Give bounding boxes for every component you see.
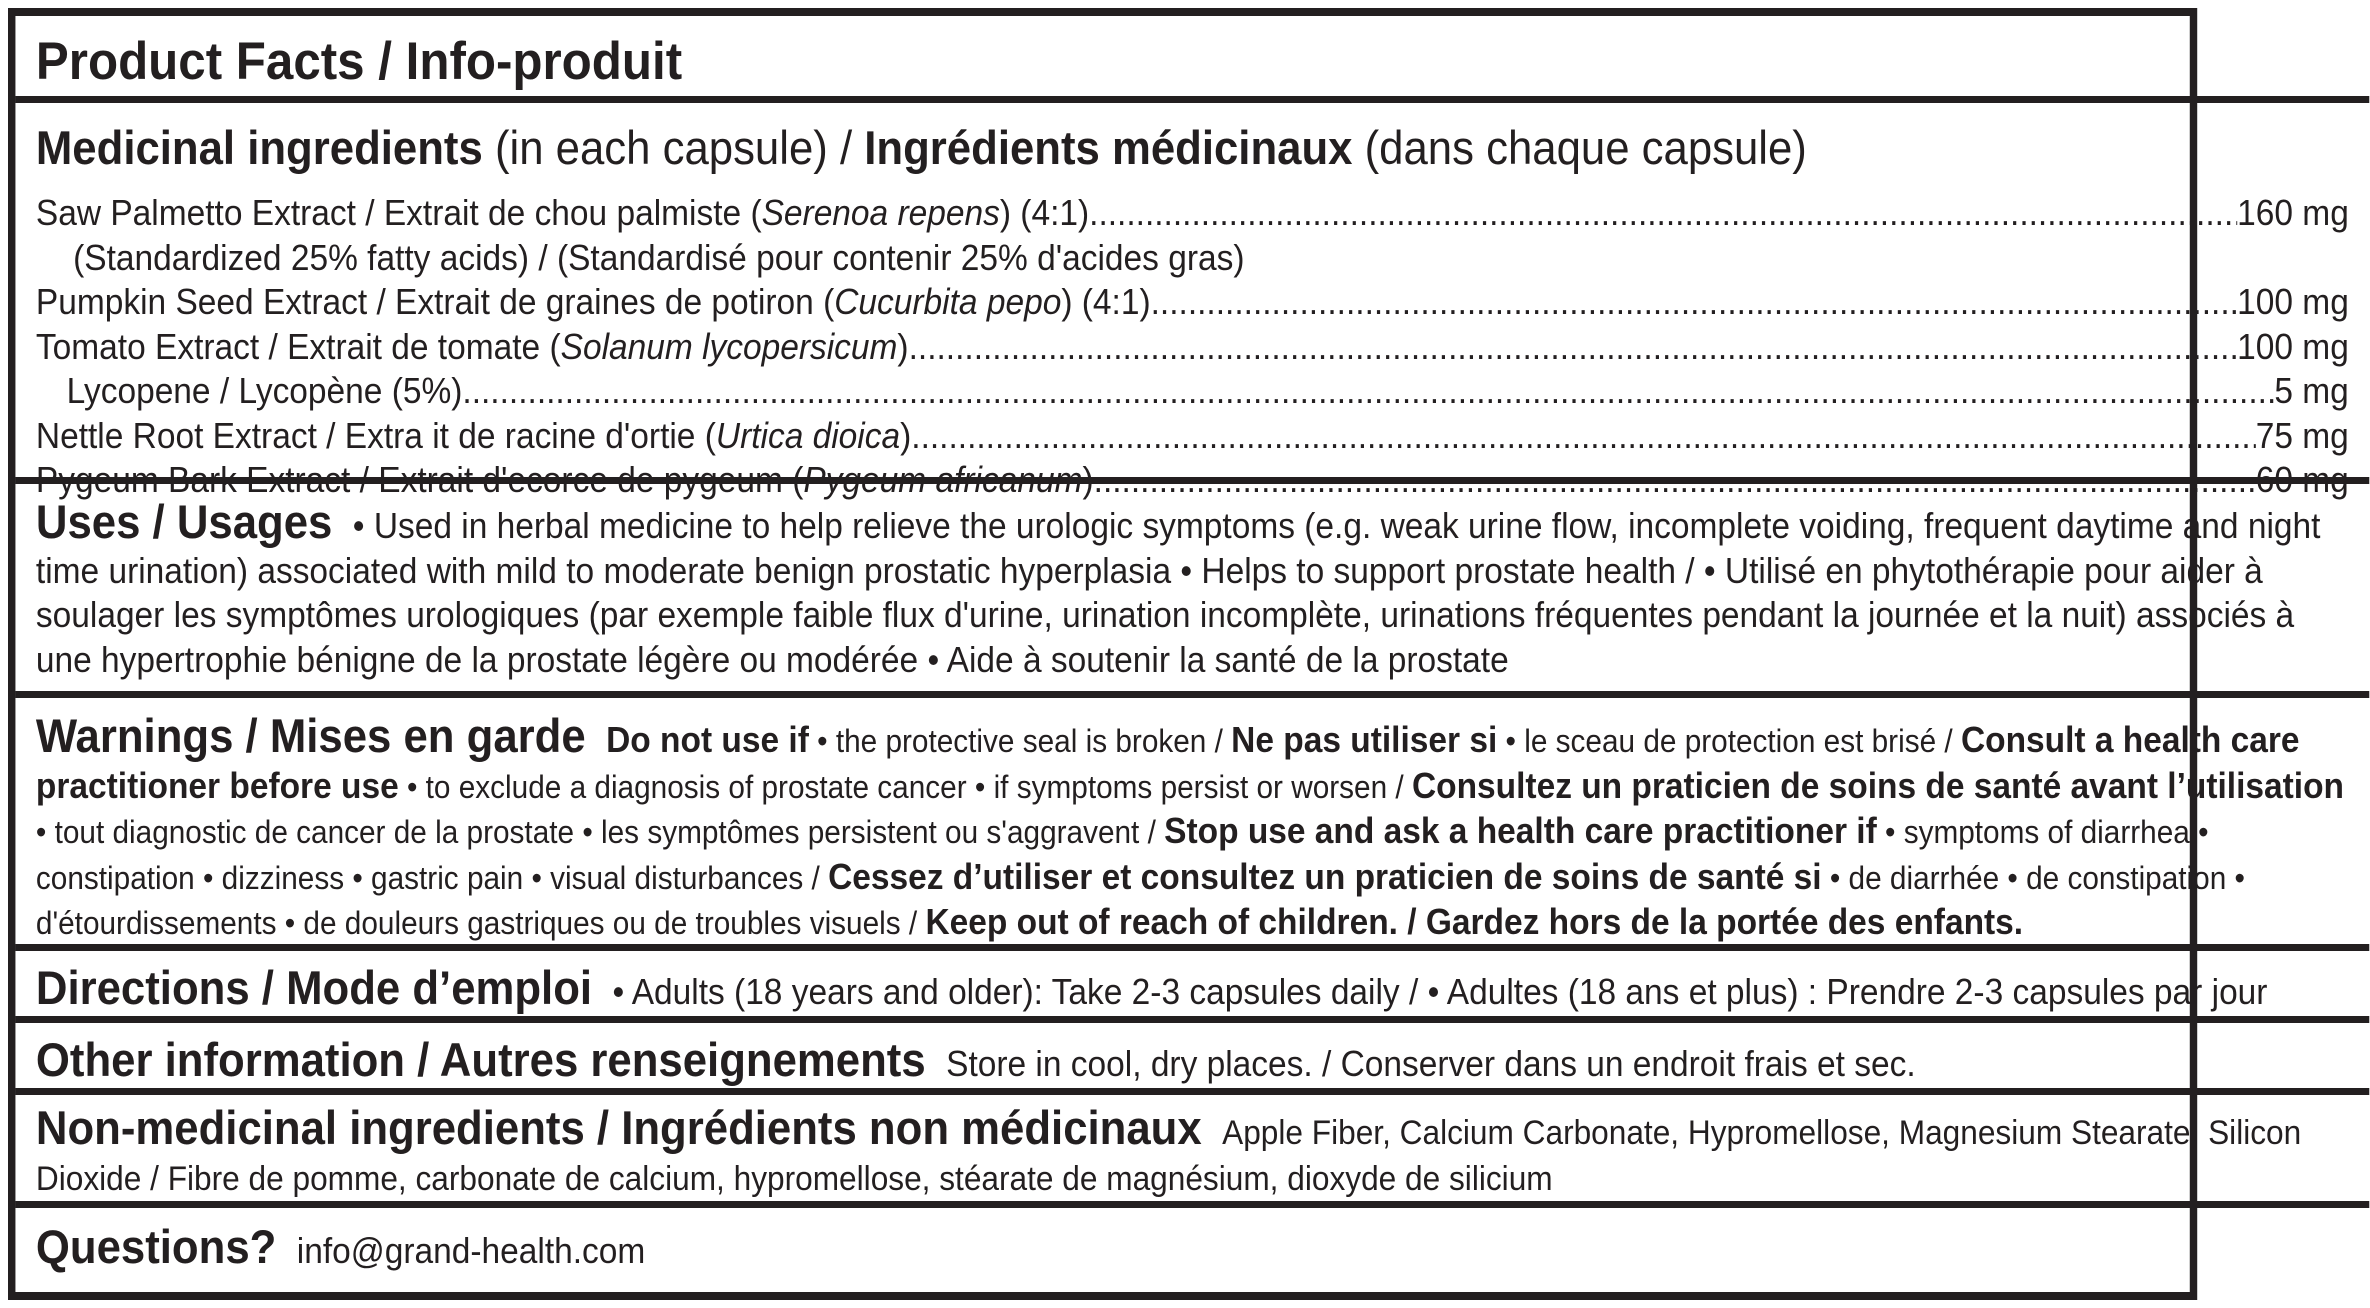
dot-leader (909, 325, 2238, 370)
ingredient-name-text: Pygeum Bark Extract / Extrait d'ecorce de pygeum ( (35, 459, 804, 500)
ingredient-name (36, 414, 911, 459)
ingredient-amount: 5 mg (2274, 370, 2349, 411)
ingredient-name-text: Tomato Extract / Extrait de tomate ( (35, 325, 561, 367)
product-facts-content (15, 16, 2369, 1281)
non-medicinal-paragraph (35, 1101, 2349, 1202)
ingredient-name (36, 325, 909, 370)
medicinal-ingredients-section (15, 96, 2369, 500)
directions-text: • Adults (18 years and older): Take 2-3 capsules daily / • Adultes (18 ans et plus) : Prendre 2-3 capsules par jour (612, 971, 2268, 1012)
uses-section (15, 477, 2369, 691)
ingredient-name-suffix: ) (1082, 459, 1094, 500)
ingredient-name-suffix: ) (4:1) (999, 192, 1090, 233)
ingredient-note: (Standardized 25% fatty acids) / (Standardisé pour contenir 25% d'acides gras) (73, 236, 1245, 278)
ingredient-amount: 160 mg (2237, 192, 2349, 233)
warning-bold-text: Ne pas utiliser si (1231, 719, 1498, 760)
warning-bold-text: Consultez un praticien de soins de santé avant l’utilisation (1411, 764, 2345, 806)
other-information-text: Store in cool, dry places. / Conserver dans un endroit frais et sec. (946, 1043, 1916, 1084)
medicinal-ingredients-heading (36, 117, 2349, 191)
dot-leader (1089, 191, 2237, 236)
ingredient-row (36, 414, 2349, 459)
ingredient-name (36, 191, 1089, 236)
medicinal-sub-en: (in each capsule) / (482, 121, 865, 174)
product-facts-panel (8, 8, 2349, 1300)
warning-text: • le sceau de protection est brisé / (1497, 723, 1961, 759)
other-information-section (15, 1016, 2369, 1088)
questions-section (15, 1201, 2369, 1281)
ingredient-name-text: Pumpkin Seed Extract / Extrait de graines de potiron ( (35, 281, 835, 322)
warning-text: • de diarrhée • de constipation • d'étourdissements • de douleurs gastriques ou de troubles visuels / (35, 859, 2245, 941)
ingredient-latin-name: Cucurbita pepo (834, 281, 1062, 322)
dot-leader (911, 414, 2255, 459)
ingredient-amount: 100 mg (2237, 325, 2349, 367)
uses-paragraph (35, 495, 2349, 682)
ingredient-name (36, 280, 1151, 325)
directions-section (15, 944, 2369, 1016)
medicinal-heading-fr: Ingrédients médicinaux (864, 121, 1353, 174)
non-medicinal-section (15, 1088, 2369, 1201)
ingredient-row (36, 191, 2349, 236)
other-information-heading: Other information / Autres renseignements (35, 1033, 926, 1086)
warnings-section (15, 691, 2369, 944)
ingredient-row (36, 369, 2349, 414)
ingredient-name-suffix: ) (900, 414, 912, 456)
non-medicinal-heading: Non-medicinal ingredients / Ingrédients non médicinaux (35, 1101, 1202, 1154)
ingredient-latin-name: Urtica dioica (715, 414, 901, 456)
directions-heading: Directions / Mode d’emploi (35, 961, 593, 1014)
warning-text: • the protective seal is broken / (808, 723, 1232, 759)
warning-bold-text: Stop use and ask a health care practitioner if (1164, 810, 1877, 851)
warning-text: • to exclude a diagnosis of prostate cancer • if symptoms persist or worsen / (398, 768, 1412, 805)
ingredient-amount: 60 mg (2255, 459, 2349, 500)
ingredient-amount: 75 mg (2255, 414, 2349, 456)
ingredient-name-suffix: ) (897, 325, 909, 367)
warning-bold-text: Consult a health care practitioner before use (35, 719, 2300, 806)
ingredient-row (36, 325, 2349, 370)
warning-bold-text: Cessez d’utiliser et consultez un praticien de soins de santé si (828, 855, 1822, 897)
ingredient-name-text: Saw Palmetto Extract / Extrait de chou palmiste ( (35, 192, 762, 233)
questions-heading: Questions? (35, 1220, 277, 1273)
product-facts-title: Product Facts / Info-produit (35, 32, 683, 91)
uses-heading: Uses / Usages (35, 495, 333, 548)
ingredient-latin-name: Pygeum africanum (803, 459, 1083, 500)
ingredient-row (36, 280, 2349, 325)
warnings-paragraph (35, 709, 2349, 946)
ingredient-name-suffix: ) (4:1) (1061, 281, 1151, 322)
uses-text: • Used in herbal medicine to help relieve the urologic symptoms (e.g. weak urine flow, incomplete voiding, frequent daytime and night time urination) associated with mild to moderate benign prostatic hyperplasia • Helps to support prostate health / • Utilisé en phytothérapie pour aider à soulager les symptômes urologiques (par exemple faible flux d'urine, urination incomplète, urinations fréquentes pendant la journée et la nuit) associés à une hypertrophie bénigne de la prostate légère ou modérée • Aide à soutenir la santé de la prostate (35, 505, 2321, 680)
warning-text: • tout diagnostic de cancer de la prostate • les symptômes persistent ou s'aggravent / (35, 814, 1165, 850)
ingredient-name-text: Nettle Root Extract / Extra it de racine d'ortie ( (35, 414, 716, 456)
dot-leader (462, 369, 2274, 414)
ingredient-latin-name: Solanum lycopersicum (560, 325, 898, 367)
non-medicinal-text: Apple Fiber, Calcium Carbonate, Hypromellose, Magnesium Stearate, Silicon Dioxide / Fibre de pomme, carbonate de calcium, hypromellose, stéarate de magnésium, dioxyde de silicium (35, 1114, 2302, 1198)
medicinal-heading-en: Medicinal ingredients (35, 121, 483, 174)
keep-out-of-reach-text: Keep out of reach of children. / Gardez hors de la portée des enfants. (925, 901, 2024, 942)
ingredient-latin-name: Serenoa repens (761, 192, 1000, 233)
warning-text: • symptoms of diarrhea • constipation • dizziness • gastric pain • visual disturbances / (35, 814, 2209, 896)
medicinal-sub-fr: (dans chaque capsule) (1352, 121, 1807, 174)
ingredient-name: Lycopene / Lycopène (5%) (66, 370, 463, 411)
contact-email: info@grand-health.com (296, 1230, 646, 1271)
warning-bold-text: Do not use if (606, 719, 809, 760)
ingredient-amount: 100 mg (2237, 281, 2349, 322)
dot-leader (1151, 280, 2238, 325)
warnings-heading: Warnings / Mises en garde (35, 709, 586, 762)
ingredient-note-row (36, 236, 2349, 281)
